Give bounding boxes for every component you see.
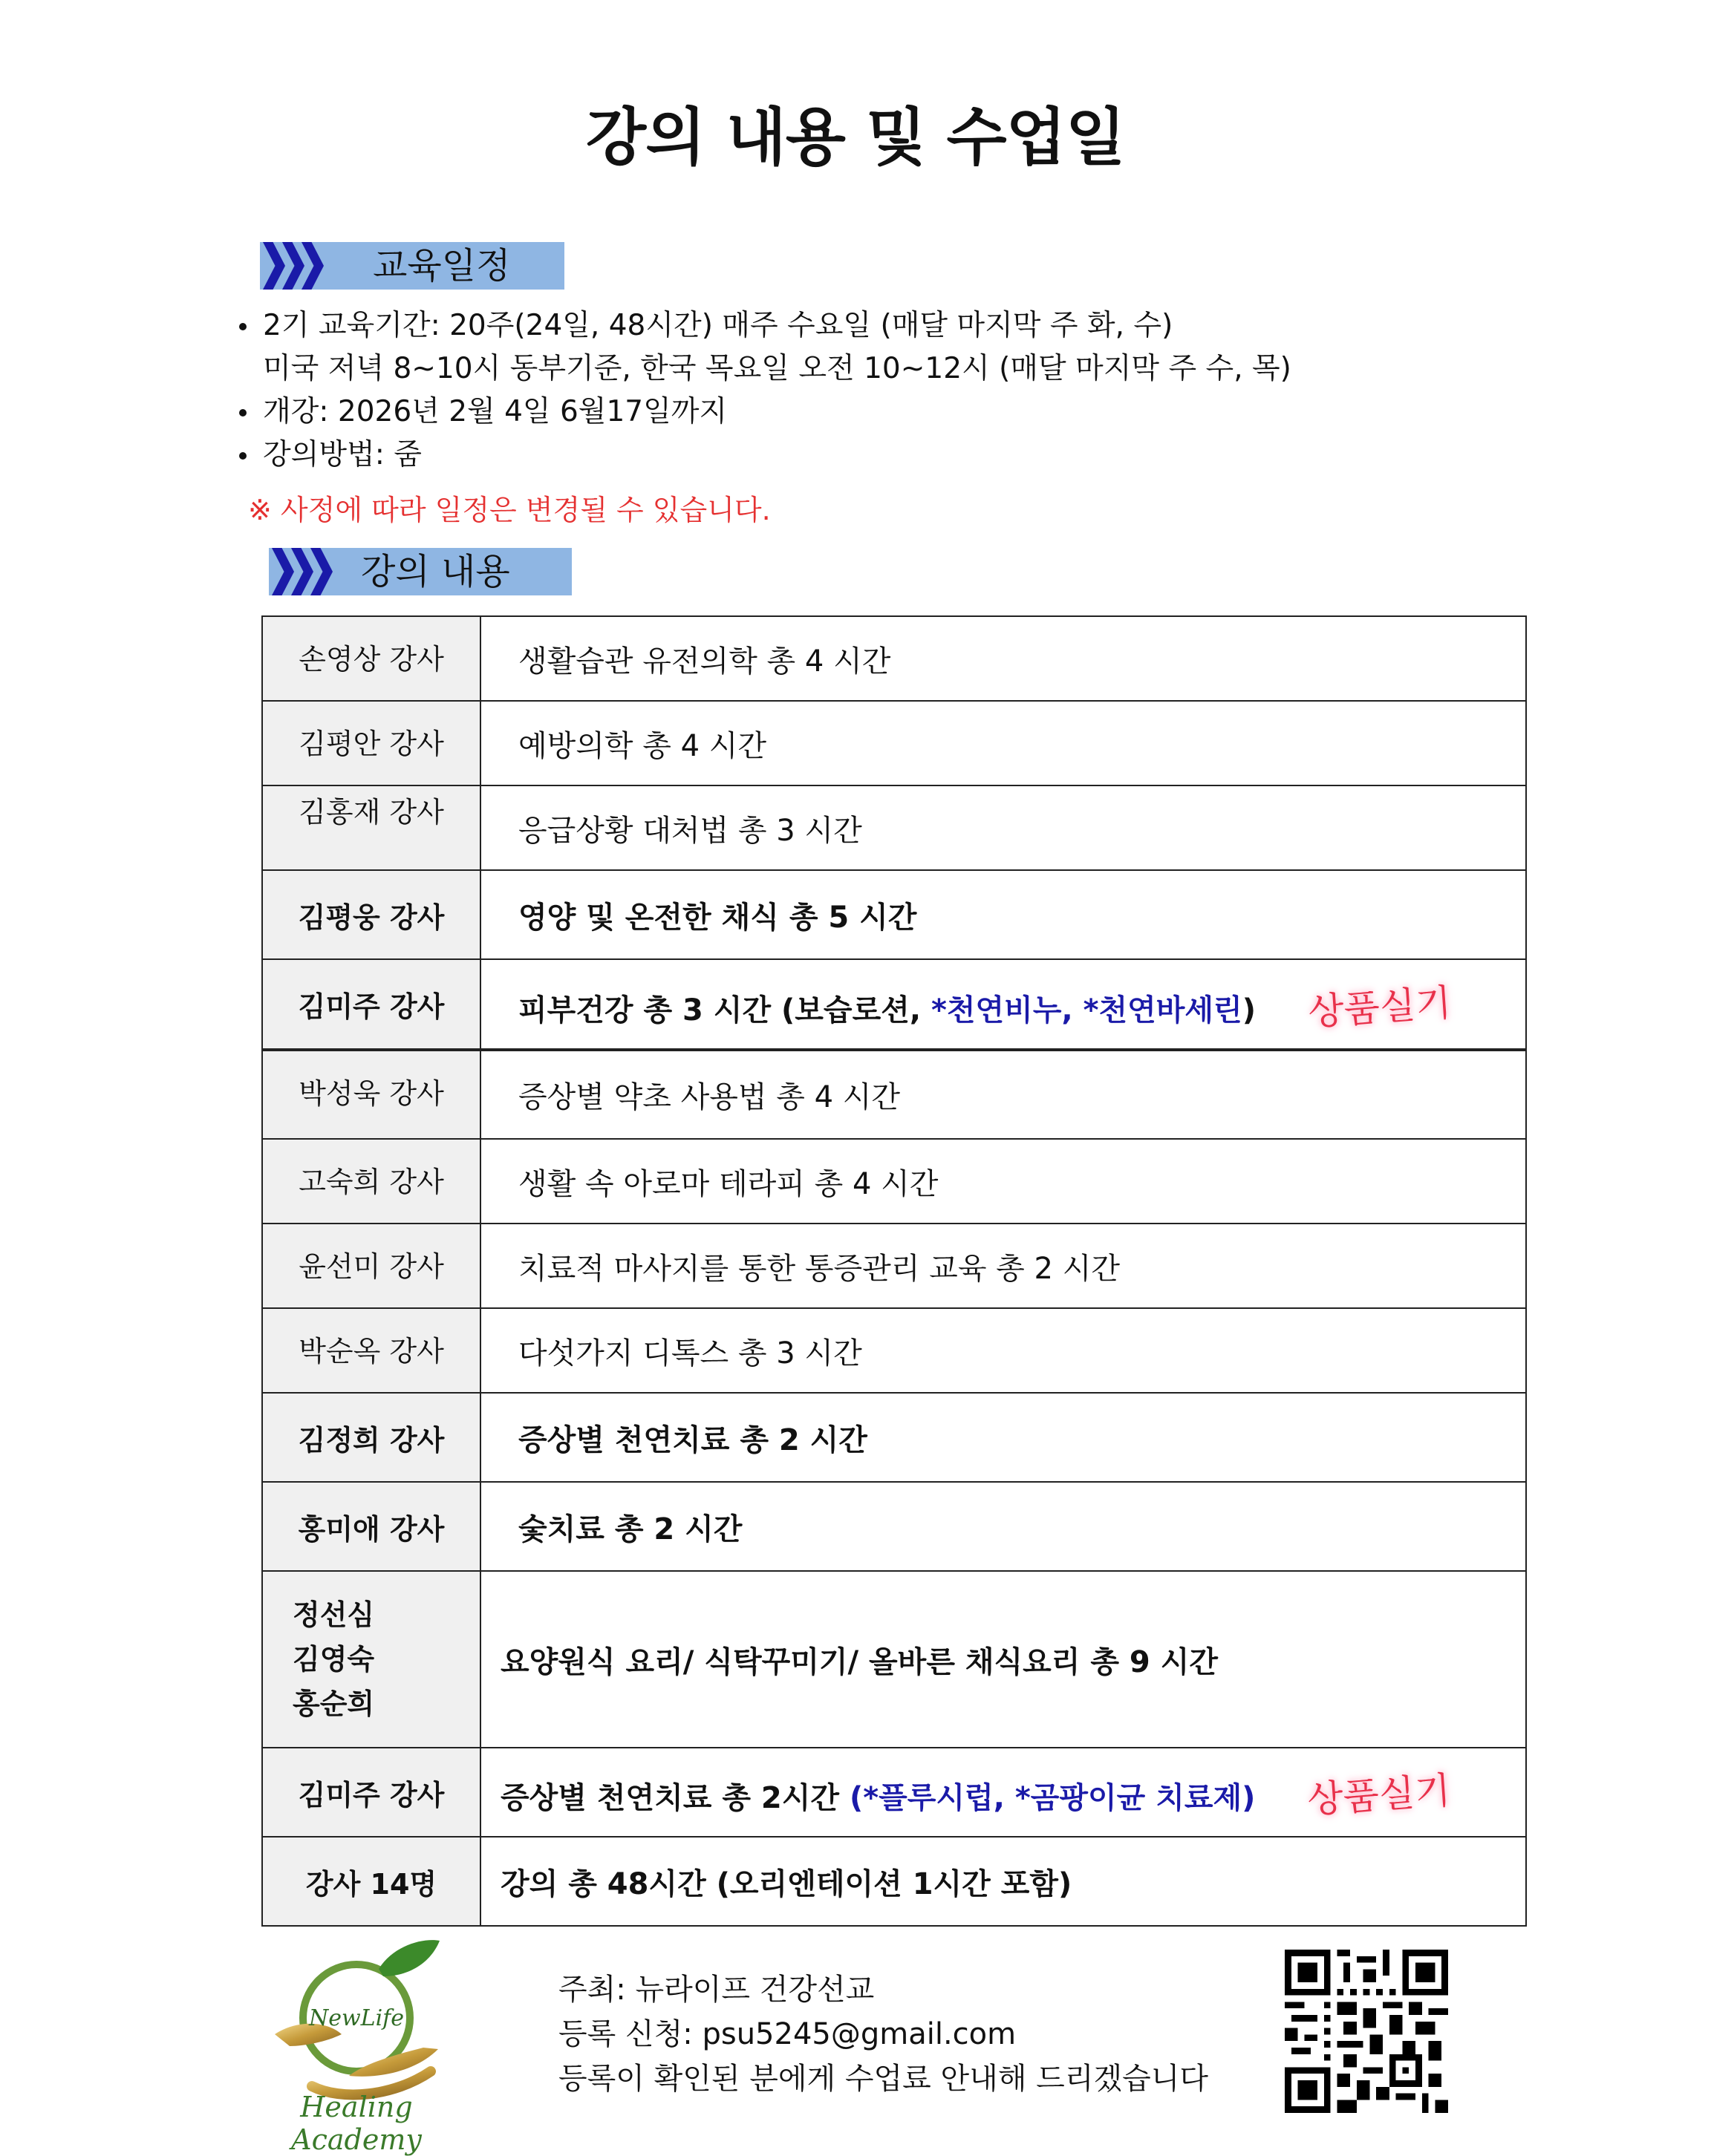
- schedule-line: 강의방법: 줌: [236, 434, 1573, 477]
- table-row: [262, 1139, 1526, 1224]
- instructor-cell: 홍미애 강사: [262, 1482, 480, 1571]
- course-cell: 응급상황 대처법 총 3 시간: [480, 785, 1526, 870]
- logo-text: Healing Academy: [291, 2091, 422, 2156]
- course-cell: 생활 속 아로마 테라피 총 4 시간: [480, 1139, 1526, 1224]
- instructor-cell: 김평웅 강사: [262, 870, 480, 959]
- table-row: [262, 1224, 1526, 1308]
- chevron-arrows-icon: [272, 548, 330, 595]
- table-row: [262, 1050, 1526, 1139]
- instructor-cell: 김미주 강사: [262, 1748, 480, 1837]
- course-cell: 예방의학 총 4 시간: [480, 701, 1526, 785]
- instructor-cell: [262, 1571, 480, 1748]
- course-cell: 증상별 천연치료 총 2 시간: [480, 1393, 1526, 1482]
- logo-inner-text: NewLife: [308, 2005, 405, 2031]
- host-text: 주최: 뉴라이프 건강선교: [558, 1973, 875, 2007]
- instructor-cell: 박순옥 강사: [262, 1308, 480, 1393]
- schedule-notice: ※ 사정에 따라 일정은 변경될 수 있습니다.: [248, 494, 771, 526]
- instructor-name: 김영숙: [293, 1643, 375, 1676]
- table-row: [262, 785, 1526, 870]
- table-row: [262, 1571, 1526, 1748]
- page-title: 강의 내용 및 수업일: [586, 101, 1125, 174]
- course-cell: 다섯가지 디톡스 총 3 시간: [480, 1308, 1526, 1393]
- instructor-cell: 고숙희 강사: [262, 1139, 480, 1224]
- product-practice-badge: 상품실기: [1306, 980, 1453, 1034]
- table-row: [262, 1308, 1526, 1393]
- instructor-cell: 손영상 강사: [262, 616, 480, 701]
- schedule-line: 2기 교육기간: 20주(24일, 48시간) 매주 수요일 (매달 마지막 주 화, 수): [236, 304, 1573, 347]
- table-row: [262, 1393, 1526, 1482]
- schedule-section-header: [260, 242, 564, 290]
- schedule-list: [236, 304, 1573, 477]
- instructor-cell: 김미주 강사: [262, 959, 480, 1050]
- course-cell: 치료적 마사지를 통한 통증관리 교육 총 2 시간: [480, 1224, 1526, 1308]
- chevron-arrows-icon: [263, 242, 321, 290]
- course-cell: [480, 1748, 1526, 1837]
- table-row: [262, 701, 1526, 785]
- table-row: [262, 1482, 1526, 1571]
- instructor-name: 홍순희: [293, 1688, 375, 1720]
- lecture-section-header: [269, 548, 572, 595]
- course-text: 피부건강 총 3 시간 (보습로션,: [518, 993, 931, 1028]
- course-cell: 요양원식 요리/ 식탁꾸미기/ 올바른 채식요리 총 9 시간: [480, 1571, 1526, 1748]
- course-text-close: ): [1242, 993, 1256, 1028]
- course-highlight: (*플루시럽, *곰팡이균 치료제): [849, 1781, 1256, 1815]
- fee-notice-text: 등록이 확인된 분에게 수업료 안내해 드리겠습니다: [558, 2062, 1209, 2096]
- instructor-cell: 강사 14명: [262, 1837, 480, 1926]
- course-cell: 강의 총 48시간 (오리엔테이션 1시간 포함): [480, 1837, 1526, 1926]
- lecture-section-label: 강의 내용: [361, 551, 510, 592]
- course-cell: 생활습관 유전의학 총 4 시간: [480, 616, 1526, 701]
- schedule-line: 개강: 2026년 2월 4일 6월17일까지: [236, 391, 1573, 434]
- course-highlight: *천연비누, *천연바세린: [931, 993, 1242, 1028]
- course-cell: 증상별 약초 사용법 총 4 시간: [480, 1050, 1526, 1139]
- course-text: 증상별 천연치료 총 2시간: [501, 1781, 850, 1815]
- product-practice-badge: 상품실기: [1306, 1768, 1453, 1822]
- table-row: [262, 1837, 1526, 1926]
- table-row: [262, 870, 1526, 959]
- table-row: [262, 1748, 1526, 1837]
- table-row: [262, 959, 1526, 1050]
- course-cell: 숯치료 총 2 시간: [480, 1482, 1526, 1571]
- instructor-name: 정선심: [293, 1598, 375, 1631]
- footer-info: [558, 1967, 1208, 2101]
- schedule-section-label: 교육일정: [373, 245, 511, 287]
- register-text: 등록 신청: psu5245@gmail.com: [558, 2017, 1017, 2051]
- course-cell: [480, 959, 1526, 1050]
- qr-code-icon: [1285, 1950, 1448, 2113]
- instructor-cell: 윤선미 강사: [262, 1224, 480, 1308]
- instructor-cell: 김정희 강사: [262, 1393, 480, 1482]
- table-row: [262, 616, 1526, 701]
- instructor-cell: 김평안 강사: [262, 701, 480, 785]
- schedule-line: 미국 저녁 8~10시 동부기준, 한국 목요일 오전 10~12시 (매달 마지막 주 수, 목): [263, 352, 1291, 385]
- lecture-table: [261, 615, 1527, 1927]
- instructor-cell: 박성욱 강사: [262, 1050, 480, 1139]
- instructor-cell: 김홍재 강사: [262, 785, 480, 870]
- course-cell: 영양 및 온전한 채식 총 5 시간: [480, 870, 1526, 959]
